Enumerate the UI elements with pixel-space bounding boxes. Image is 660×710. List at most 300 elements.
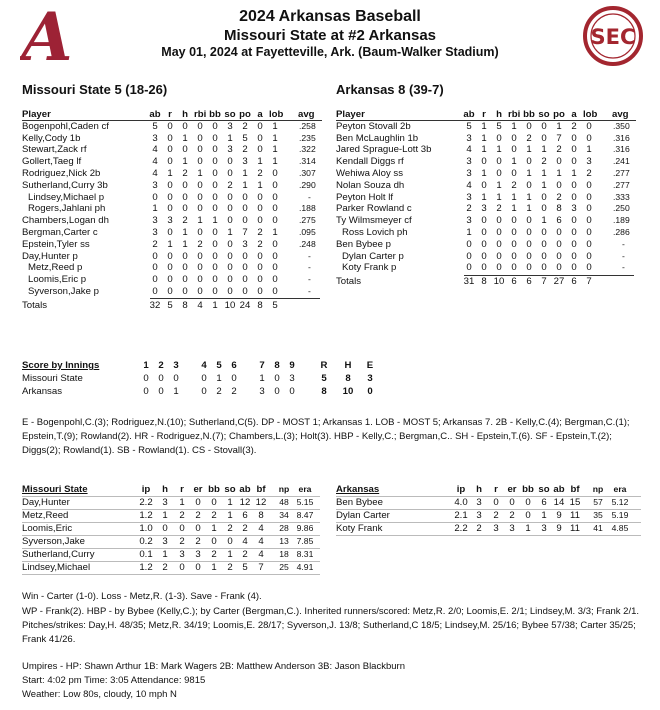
- stat-r: 2: [179, 510, 185, 521]
- stat-era: 4.91: [296, 562, 314, 572]
- stat-ab: 5: [242, 562, 248, 573]
- stat-bb: 2: [211, 510, 217, 521]
- stat-a: 0: [257, 215, 263, 227]
- pitching-row: [336, 509, 641, 522]
- innings-title: Score by Innings: [22, 360, 100, 371]
- stat-h: 1: [162, 549, 168, 560]
- stat-r: 0: [481, 226, 487, 238]
- stat-ab: 3: [152, 179, 158, 191]
- batting-row: [336, 156, 636, 168]
- stat-ab: 0: [152, 274, 158, 286]
- stat-lob: 0: [586, 262, 592, 274]
- stat-a: 0: [257, 191, 263, 203]
- stat-a: 0: [571, 238, 577, 250]
- total-so: 10: [224, 299, 236, 311]
- stat-bb: 1: [526, 167, 532, 179]
- player-name: Gollert,Taeg lf: [22, 156, 82, 168]
- stat-bb: 0: [526, 262, 532, 274]
- stat-po: 0: [242, 191, 248, 203]
- stat-avg: .290: [299, 179, 316, 190]
- stat-era: 5.15: [296, 497, 314, 507]
- stat-bf: 15: [569, 497, 581, 508]
- inning-score: 0: [289, 386, 295, 397]
- stat-h: 1: [162, 510, 168, 521]
- total-ab: 32: [149, 299, 161, 311]
- stat-bf: 4: [258, 536, 264, 547]
- stat-po: 8: [556, 203, 562, 215]
- totals-row: [22, 300, 322, 312]
- stat-rbi: 0: [197, 274, 203, 286]
- stat-np: 18: [279, 549, 289, 559]
- total-r: 8: [321, 386, 327, 397]
- player-name: Loomis,Eric p: [28, 274, 87, 286]
- stat-r: 0: [493, 497, 499, 508]
- stat-avg: .316: [613, 144, 630, 155]
- stat-ab: 3: [466, 191, 472, 203]
- stat-avg: .250: [613, 203, 630, 214]
- stat-h: 0: [496, 156, 502, 168]
- stat-h: 3: [162, 536, 168, 547]
- column-header-h: h: [182, 109, 188, 120]
- stat-rbi: 1: [511, 120, 517, 132]
- stat-rbi: 0: [197, 226, 203, 238]
- stat-ab: 3: [466, 215, 472, 227]
- column-header-bf: bf: [256, 484, 266, 495]
- start-time-attendance: Start: 4:02 pm Time: 3:05 Attendance: 9815: [22, 675, 206, 686]
- stat-h: 1: [182, 132, 188, 144]
- stat-ab: 3: [152, 132, 158, 144]
- column-header-bf: bf: [570, 484, 580, 495]
- stat-ab: 9: [556, 510, 562, 521]
- total-r: 8: [481, 276, 487, 288]
- stat-a: 1: [571, 167, 577, 179]
- stat-lob: 0: [272, 262, 278, 274]
- stat-r: 1: [167, 167, 173, 179]
- stat-er: 0: [195, 497, 201, 508]
- column-header-np: np: [592, 484, 604, 494]
- player-name: Nolan Souza dh: [336, 179, 405, 191]
- column-header-er: er: [507, 484, 517, 495]
- innings-row: [22, 372, 382, 385]
- total-h: 10: [493, 276, 505, 288]
- stat-rbi: 0: [511, 167, 517, 179]
- total-a: 8: [257, 299, 263, 311]
- player-name: Parker Rowland c: [336, 203, 412, 215]
- stat-h: 0: [182, 179, 188, 191]
- stat-so: 0: [227, 167, 233, 179]
- stat-er: 0: [509, 497, 515, 508]
- page-title: 2024 Arkansas Baseball: [239, 8, 421, 25]
- home-team-title: Arkansas 8 (39-7): [336, 82, 444, 97]
- player-name: Day,Hunter p: [22, 250, 78, 262]
- stat-so: 1: [541, 510, 547, 521]
- pitching-row: [22, 548, 320, 561]
- stat-avg: -: [308, 191, 311, 202]
- inning-score: 2: [216, 386, 222, 397]
- column-header-po: po: [553, 109, 565, 120]
- stat-avg: .333: [613, 191, 630, 202]
- stat-bb: 0: [212, 191, 218, 203]
- stat-bb: 0: [212, 203, 218, 215]
- inning-score: 0: [143, 386, 149, 397]
- stat-lob: 0: [586, 250, 592, 262]
- stat-era: 8.31: [296, 549, 314, 559]
- batting-row: [336, 121, 636, 133]
- column-header-lob: lob: [583, 109, 598, 120]
- date-line: May 01, 2024 at Fayetteville, Ark. (Baum-Walker Stadium): [161, 45, 499, 59]
- stat-rbi: 0: [197, 132, 203, 144]
- stat-po: 7: [556, 132, 562, 144]
- bottom-rule: [336, 535, 641, 536]
- stat-avg: .322: [299, 144, 316, 155]
- stat-po: 0: [556, 179, 562, 191]
- bottom-rule: [22, 574, 320, 575]
- column-header-era: era: [613, 484, 627, 494]
- score-by-innings: [22, 359, 382, 398]
- stat-bb: 0: [526, 226, 532, 238]
- pitcher-name: Dylan Carter: [336, 510, 390, 521]
- stat-po: 0: [556, 262, 562, 274]
- stat-so: 0: [227, 203, 233, 215]
- total-po: 24: [239, 299, 251, 311]
- stat-avg: .275: [299, 215, 316, 226]
- stat-so: 0: [227, 215, 233, 227]
- stat-r: 0: [179, 562, 185, 573]
- stat-po: 1: [242, 167, 248, 179]
- stat-bb: 0: [526, 120, 532, 132]
- stat-po: 0: [556, 238, 562, 250]
- stat-h: 0: [496, 250, 502, 262]
- stat-bf: 11: [570, 510, 580, 521]
- stat-so: 1: [227, 497, 233, 508]
- stat-so: 1: [227, 549, 233, 560]
- stat-bf: 8: [258, 510, 264, 521]
- stat-lob: 0: [272, 203, 278, 215]
- stat-so: 0: [227, 191, 233, 203]
- stat-ip: 1.2: [139, 510, 153, 521]
- stat-po: 6: [556, 215, 562, 227]
- player-name: Ben Bybee p: [336, 238, 391, 250]
- stat-bb: 0: [212, 250, 218, 262]
- inning-score: 0: [231, 373, 237, 384]
- stat-avg: -: [622, 250, 625, 261]
- stat-h: 0: [182, 262, 188, 274]
- pitching-row: [22, 509, 320, 522]
- column-header-ab: ab: [553, 484, 565, 495]
- stat-r: 0: [167, 262, 173, 274]
- stat-er: 0: [195, 562, 201, 573]
- stat-lob: 0: [272, 167, 278, 179]
- stat-bb: 0: [212, 179, 218, 191]
- stat-np: 34: [279, 510, 289, 520]
- total-e: 0: [367, 386, 373, 397]
- column-header-bb: bb: [523, 109, 535, 120]
- stat-er: 2: [195, 536, 201, 547]
- stat-lob: 1: [586, 144, 592, 156]
- stat-avg: .235: [299, 132, 316, 143]
- column-header-r: r: [168, 109, 172, 120]
- stat-avg: .314: [299, 156, 316, 167]
- column-header-ip: ip: [141, 484, 151, 495]
- total-bb: 1: [212, 299, 218, 311]
- inning-header-2: 2: [158, 360, 164, 371]
- totals-label: Totals: [336, 276, 362, 288]
- total-h: 8: [345, 373, 351, 384]
- stat-so: 0: [541, 203, 547, 215]
- stat-avg: .095: [299, 226, 316, 237]
- stat-r: 0: [481, 238, 487, 250]
- stat-po: 1: [556, 167, 562, 179]
- stat-rbi: 0: [511, 238, 517, 250]
- away-team-title: Missouri State 5 (18-26): [22, 82, 168, 97]
- stat-ab: 2: [152, 238, 158, 250]
- pitching-row: [22, 496, 320, 509]
- stat-bb: 0: [212, 226, 218, 238]
- stat-so: 0: [541, 250, 547, 262]
- stat-h: 3: [476, 497, 482, 508]
- stat-lob: 1: [272, 144, 278, 156]
- stat-ab: 4: [152, 167, 158, 179]
- stat-a: 0: [571, 144, 577, 156]
- stat-h: 1: [496, 144, 502, 156]
- inning-header-1: 1: [143, 360, 149, 371]
- stat-era: 9.86: [296, 523, 314, 533]
- pitcher-name: Lindsey,Michael: [22, 562, 91, 573]
- svg-text:SEC: SEC: [590, 25, 636, 49]
- stat-bf: 4: [258, 523, 264, 534]
- stat-ab: 4: [152, 144, 158, 156]
- stat-ab: 2: [466, 203, 472, 215]
- stat-so: 2: [541, 156, 547, 168]
- total-r: 5: [167, 299, 173, 311]
- stat-rbi: 0: [197, 262, 203, 274]
- player-name: Stewart,Zack rf: [22, 144, 87, 156]
- stat-po: 0: [242, 250, 248, 262]
- stat-bb: 0: [212, 156, 218, 168]
- stat-h: 1: [182, 238, 188, 250]
- stat-h: 0: [182, 274, 188, 286]
- column-header-ip: ip: [456, 484, 466, 495]
- stat-r: 3: [179, 549, 185, 560]
- column-header-ab: ab: [239, 484, 251, 495]
- stat-po: 2: [242, 144, 248, 156]
- pitcher-name: Loomis,Eric: [22, 523, 73, 534]
- away-pitching-table: [22, 483, 320, 574]
- inning-score: 0: [158, 386, 164, 397]
- total-ab: 31: [463, 276, 475, 288]
- stat-avg: .189: [613, 215, 630, 226]
- total-a: 6: [571, 276, 577, 288]
- player-name: Metz,Reed p: [28, 262, 83, 274]
- player-name: Rodriguez,Nick 2b: [22, 167, 101, 179]
- stat-ip: 0.2: [139, 536, 153, 547]
- inning-header-9: 9: [289, 360, 295, 371]
- column-header-ab: ab: [149, 109, 161, 120]
- batting-row: [336, 192, 636, 204]
- stat-h: 3: [162, 497, 168, 508]
- stat-rbi: 1: [197, 215, 203, 227]
- player-name: Bogenpohl,Caden cf: [22, 120, 109, 132]
- stat-h: 2: [496, 203, 502, 215]
- stat-r: 1: [179, 497, 185, 508]
- stat-ab: 0: [466, 250, 472, 262]
- pitcher-name: Sutherland,Curry: [22, 549, 95, 560]
- stat-po: 5: [242, 132, 248, 144]
- inning-header-3: 3: [173, 360, 179, 371]
- totals-row: [336, 276, 636, 288]
- stat-ab: 2: [242, 523, 248, 534]
- player-name: Peyton Stovall 2b: [336, 120, 411, 132]
- stat-so: 0: [541, 226, 547, 238]
- stat-np: 41: [593, 523, 603, 533]
- stat-ab: 3: [466, 167, 472, 179]
- stat-rbi: 0: [511, 132, 517, 144]
- umpires: Umpires - HP: Shawn Arthur 1B: Mark Wagers 2B: Matthew Anderson 3B: Jason Blackburn: [22, 661, 405, 672]
- stat-a: 2: [257, 167, 263, 179]
- stat-so: 1: [227, 226, 233, 238]
- pitching-team-title: Arkansas: [336, 484, 380, 495]
- column-header-bb: bb: [522, 484, 534, 495]
- column-header-lob: lob: [269, 109, 284, 120]
- total-po: 27: [553, 276, 565, 288]
- stat-po: 1: [556, 120, 562, 132]
- stat-po: 0: [242, 262, 248, 274]
- stat-so: 2: [227, 562, 233, 573]
- column-header-r: r: [482, 109, 486, 120]
- inning-header-4: 4: [201, 360, 207, 371]
- batting-row: [22, 227, 322, 239]
- stat-avg: .350: [613, 120, 630, 131]
- batting-row: [336, 262, 636, 274]
- row-rule: [22, 548, 320, 549]
- stat-r: 1: [481, 191, 487, 203]
- row-rule: [336, 509, 641, 510]
- stat-r: 0: [481, 156, 487, 168]
- stat-ip: 2.2: [139, 497, 153, 508]
- pitching-notes: WP - Frank(2). HBP - by Bybee (Kelly,C.); by Carter (Bergman,C.). Inherited runners/scored: Metz,R. 2/0; Loomis,E. 2/1; Lindsey,M. 3/3; Frank 2/1. Pitches/strikes: Day,H. 48/35; Metz,R. 34/19; Loomis,E. 28/17; Syverson,J. 13/8; Sutherland,C 18/5; Lindsey,M. 25/16; Bybee 57/38; Carter 35/25; Frank 41/26.: [22, 606, 640, 645]
- pitching-row: [336, 496, 641, 509]
- stat-h: 1: [182, 156, 188, 168]
- player-name: Ty Wilmsmeyer cf: [336, 215, 412, 227]
- stat-h: 0: [496, 132, 502, 144]
- stat-r: 0: [481, 215, 487, 227]
- stat-so: 0: [227, 238, 233, 250]
- inning-header-H: H: [344, 360, 352, 371]
- inning-score: 1: [173, 386, 179, 397]
- stat-so: 3: [227, 120, 233, 132]
- stat-lob: 2: [586, 167, 592, 179]
- stat-h: 0: [496, 262, 502, 274]
- stat-r: 1: [481, 167, 487, 179]
- stat-lob: 0: [272, 285, 278, 297]
- stat-ab: 0: [152, 250, 158, 262]
- batting-row: [22, 156, 322, 168]
- stat-lob: 0: [272, 179, 278, 191]
- stat-so: 1: [541, 179, 547, 191]
- stat-avg: -: [308, 250, 311, 261]
- stat-lob: 0: [272, 191, 278, 203]
- inning-score: 3: [259, 386, 265, 397]
- stat-bb: 2: [526, 132, 532, 144]
- stat-a: 0: [257, 120, 263, 132]
- stat-avg: .277: [613, 167, 630, 178]
- stat-lob: 0: [272, 250, 278, 262]
- total-h: 10: [342, 386, 354, 397]
- stat-ab: 3: [466, 132, 472, 144]
- player-name: Wehiwa Aloy ss: [336, 167, 404, 179]
- stat-np: 57: [593, 497, 603, 507]
- stat-r: 0: [167, 156, 173, 168]
- stat-rbi: 0: [197, 144, 203, 156]
- stat-rbi: 0: [197, 203, 203, 215]
- innings-team-name: Missouri State: [22, 373, 83, 384]
- batting-row: [22, 262, 322, 274]
- stat-ip: 0.1: [139, 549, 153, 560]
- stat-rbi: 0: [511, 262, 517, 274]
- stat-po: 1: [242, 179, 248, 191]
- stat-lob: 0: [272, 274, 278, 286]
- player-name: Syverson,Jake p: [28, 285, 99, 297]
- player-name: Chambers,Logan dh: [22, 215, 109, 227]
- stat-er: 2: [195, 510, 201, 521]
- stat-bb: 1: [526, 203, 532, 215]
- stat-h: 1: [182, 226, 188, 238]
- total-lob: 7: [586, 276, 592, 288]
- stat-bb: 0: [212, 167, 218, 179]
- stat-rbi: 0: [197, 120, 203, 132]
- stat-bb: 1: [526, 191, 532, 203]
- inning-score: 0: [143, 373, 149, 384]
- stat-lob: 0: [272, 215, 278, 227]
- stat-np: 48: [279, 497, 289, 507]
- column-header-ab: ab: [463, 109, 475, 120]
- stat-rbi: 1: [511, 156, 517, 168]
- stat-bb: 0: [211, 497, 217, 508]
- column-header-so: so: [224, 109, 236, 120]
- stat-era: 4.85: [611, 523, 629, 533]
- matchup-title: Missouri State at #2 Arkansas: [223, 27, 437, 44]
- row-rule: [22, 522, 320, 523]
- stat-bb: 0: [212, 238, 218, 250]
- stat-a: 1: [257, 179, 263, 191]
- stat-ab: 0: [152, 285, 158, 297]
- stat-so: 0: [227, 156, 233, 168]
- stat-ab: 12: [239, 497, 251, 508]
- stat-ip: 2.2: [454, 523, 468, 534]
- stat-r: 0: [179, 523, 185, 534]
- column-header-bb: bb: [208, 484, 220, 495]
- column-header-so: so: [538, 484, 550, 495]
- stat-lob: 0: [586, 203, 592, 215]
- stat-po: 7: [242, 226, 248, 238]
- stat-h: 2: [162, 562, 168, 573]
- home-pitching-table: [336, 483, 641, 535]
- stat-so: 2: [227, 179, 233, 191]
- player-name: Jared Sprague-Lott 3b: [336, 144, 432, 156]
- stat-h: 5: [496, 120, 502, 132]
- stat-bb: 1: [211, 562, 217, 573]
- stat-h: 0: [182, 191, 188, 203]
- stat-r: 0: [167, 285, 173, 297]
- column-header-player: Player: [22, 109, 51, 120]
- stat-ab: 0: [466, 238, 472, 250]
- stat-h: 0: [496, 238, 502, 250]
- stat-h: 0: [496, 167, 502, 179]
- stat-bb: 0: [526, 179, 532, 191]
- inning-score: 0: [274, 373, 280, 384]
- batting-row: [336, 215, 636, 227]
- stat-so: 0: [541, 191, 547, 203]
